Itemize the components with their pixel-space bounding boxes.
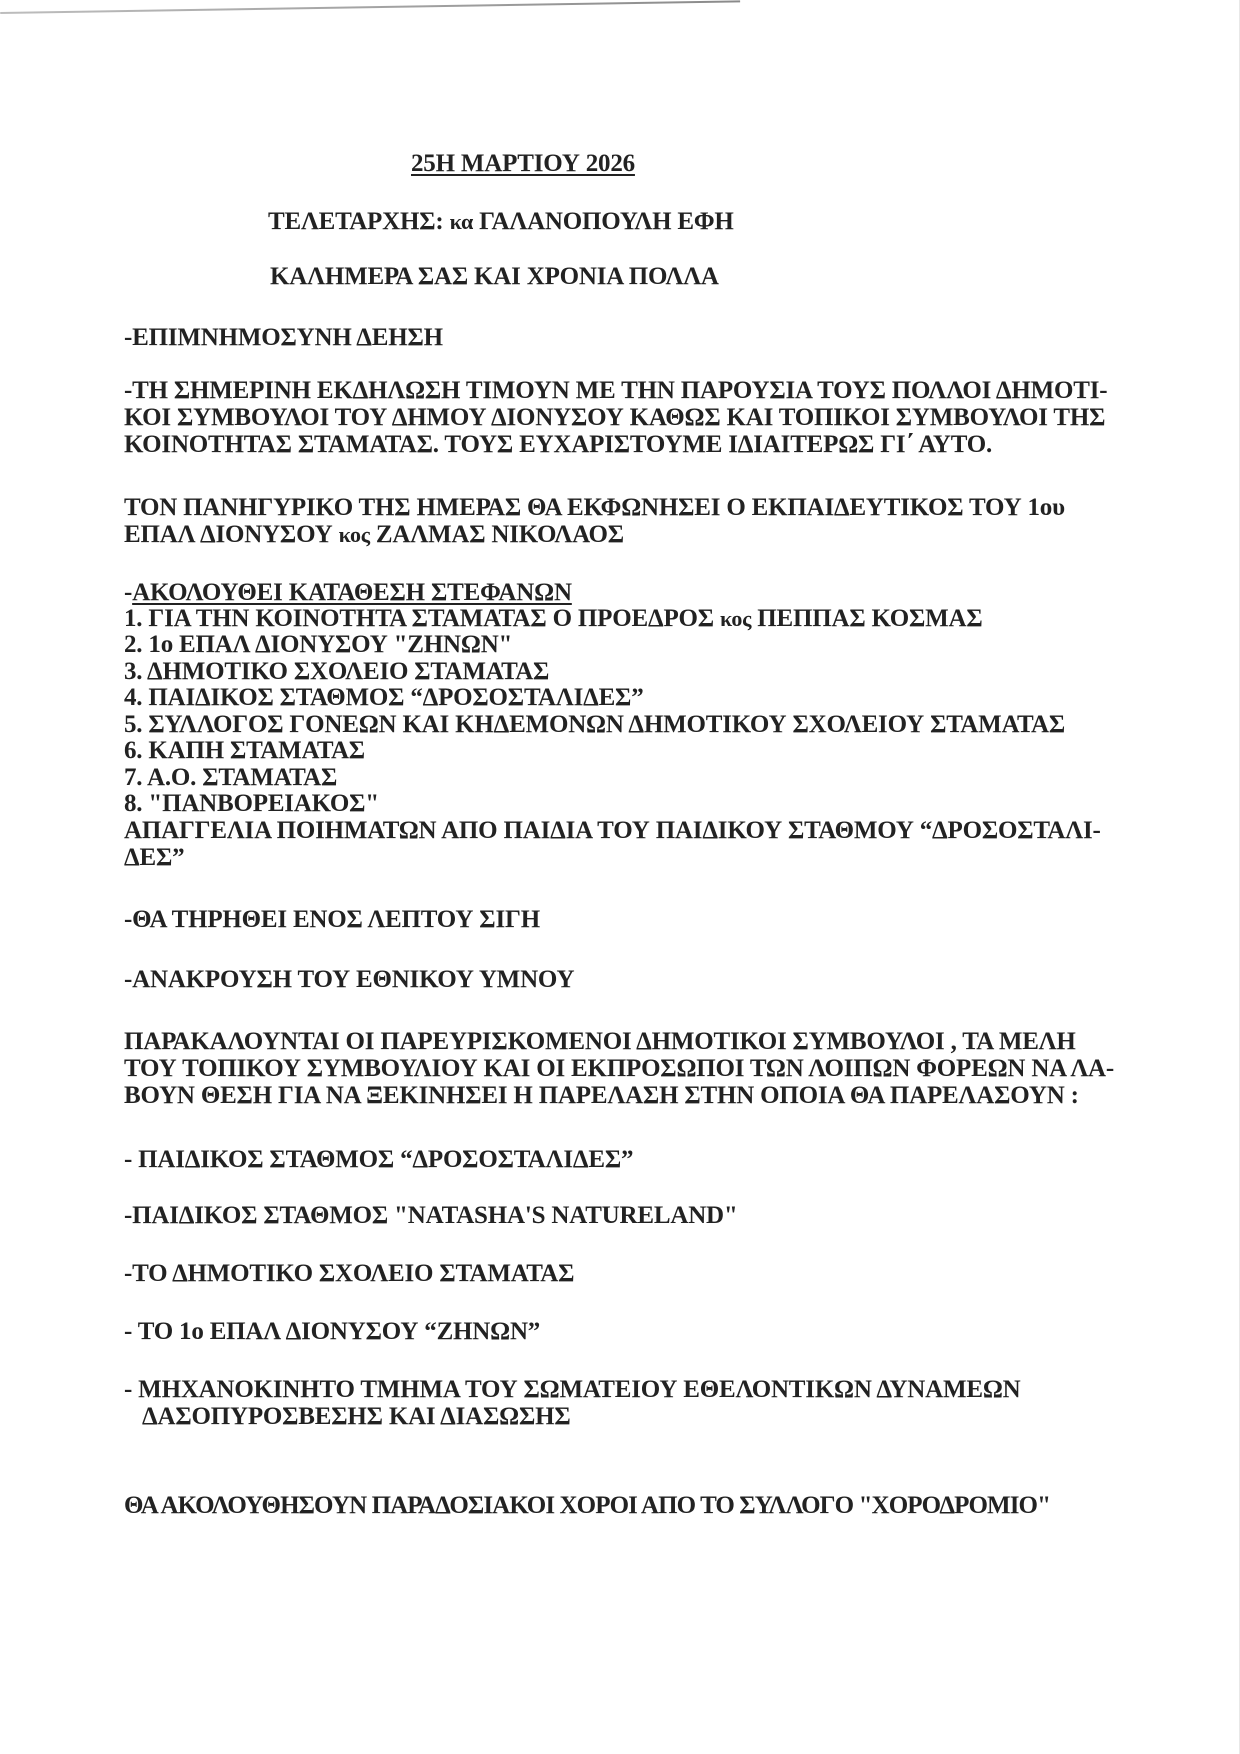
parade-item: - ΜΗΧΑΝΟΚΙΝΗΤΟ ΤΜΗΜΑ ΤΟΥ ΣΩΜΑΤΕΙΟΥ ΕΘΕΛΟΝΤΙΚΩΝ ΔΥΝΑΜΕΩΝ: [124, 1376, 1021, 1403]
wreath-item: 3. ΔΗΜΟΤΙΚΟ ΣΧΟΛΕΙΟ ΣΤΑΜΑΤΑΣ: [124, 658, 550, 685]
greeting: ΚΑΛΗΜΕΡΑ ΣΑΣ ΚΑΙ ΧΡΟΝΙΑ ΠΟΛΛΑ: [270, 263, 719, 290]
attendance-line-3: ΚΟΙΝΟΤΗΤΑΣ ΣΤΑΜΑΤΑΣ. ΤΟΥΣ ΕΥΧΑΡΙΣΤΟΥΜΕ ΙΔΙΑΙΤΕΡΩΣ ΓΙ΄ ΑΥΤΟ.: [124, 431, 993, 458]
speech-school: ΕΠΑΛ ΔΙΟΝΥΣΟΥ: [124, 521, 333, 548]
parade-item: -ΠΑΙΔΙΚΟΣ ΣΤΑΘΜΟΣ "NATASHA'S NATURELAND": [124, 1202, 738, 1229]
host-name: ΓΑΛΑΝΟΠΟΥΛΗ ΕΦΗ: [479, 208, 734, 235]
wreath-item: 2. 1ο ΕΠΑΛ ΔΙΟΝΥΣΟΥ "ΖΗΝΩΝ": [124, 631, 513, 658]
poems-line-1: ΑΠΑΓΓΕΛΙΑ ΠΟΙΗΜΑΤΩΝ ΑΠΟ ΠΑΙΔΙΑ ΤΟΥ ΠΑΙΔΙΚΟΥ ΣΤΑΘΜΟΥ “ΔΡΟΣΟΣΤΑΛΙ-: [124, 817, 1101, 844]
parade-item: -ΤΟ ΔΗΜΟΤΙΚΟ ΣΧΟΛΕΙΟ ΣΤΑΜΑΤΑΣ: [124, 1260, 575, 1287]
host-label: ΤΕΛΕΤΑΡΧΗΣ:: [268, 208, 444, 235]
closing-line: ΘΑ ΑΚΟΛΟΥΘΗΣΟΥΝ ΠΑΡΑΔΟΣΙΑΚΟΙ ΧΟΡΟΙ ΑΠΟ ΤΟ ΣΥΛΛΟΓΟ "ΧΟΡΟΔΡΟΜΙΟ": [124, 1492, 1051, 1519]
wreaths-heading-line: [124, 579, 572, 607]
parade-item-continuation: ΔΑΣΟΠΥΡΟΣΒΕΣΗΣ ΚΑΙ ΔΙΑΣΩΣΗΣ: [142, 1403, 571, 1430]
attendance-line-1: -ΤΗ ΣΗΜΕΡΙΝΗ ΕΚΔΗΛΩΣΗ ΤΙΜΟΥΝ ΜΕ ΤΗΝ ΠΑΡΟΥΣΙΑ ΤΟΥΣ ΠΟΛΛΟΙ ΔΗΜΟΤΙ-: [124, 377, 1108, 404]
parade-item: - ΤΟ 1ο ΕΠΑΛ ΔΙΟΝΥΣΟΥ “ΖΗΝΩΝ”: [124, 1318, 541, 1345]
speech-honorific: κος: [338, 522, 370, 547]
host-honorific: κα: [449, 209, 474, 234]
wreath-item-name: ΠΕΠΠΑΣ ΚΟΣΜΑΣ: [757, 605, 983, 632]
parade-intro-line-3: ΒΟΥΝ ΘΕΣΗ ΓΙΑ ΝΑ ΞΕΚΙΝΗΣΕΙ Η ΠΑΡΕΛΑΣΗ ΣΤΗΝ ΟΠΟΙΑ ΘΑ ΠΑΡΕΛΑΣΟΥΝ :: [124, 1082, 1079, 1109]
parade-item: - ΠΑΙΔΙΚΟΣ ΣΤΑΘΜΟΣ “ΔΡΟΣΟΣΤΑΛΙΔΕΣ”: [124, 1146, 634, 1173]
wreath-item: 7. Α.Ο. ΣΤΑΜΑΤΑΣ: [124, 764, 338, 791]
speech-line-1: ΤΟΝ ΠΑΝΗΓΥΡΙΚΟ ΤΗΣ ΗΜΕΡΑΣ ΘΑ ΕΚΦΩΝΗΣΕΙ Ο ΕΚΠΑΙΔΕΥΤΙΚΟΣ ΤΟΥ 1ου: [124, 494, 1065, 521]
wreaths-dash: -: [124, 579, 133, 606]
wreath-item: 8. "ΠΑΝΒΟΡΕΙΑΚΟΣ": [124, 790, 379, 817]
wreath-item: [124, 605, 983, 633]
parade-intro-line-2: ΤΟΥ ΤΟΠΙΚΟΥ ΣΥΜΒΟΥΛΙΟΥ ΚΑΙ ΟΙ ΕΚΠΡΟΣΩΠΟΙ ΤΩΝ ΛΟΙΠΩΝ ΦΟΡΕΩΝ ΝΑ ΛΑ-: [124, 1055, 1115, 1082]
document-date: 25Η ΜΑΡΤΙΟΥ 2026: [411, 150, 635, 177]
poems-line-2: ΔΕΣ”: [124, 844, 185, 871]
host-line: [268, 208, 734, 236]
wreath-item-honorific: κος: [719, 606, 752, 631]
speech-line-2: [124, 521, 624, 549]
wreath-item: 6. ΚΑΠΗ ΣΤΑΜΑΤΑΣ: [124, 737, 365, 764]
speech-speaker: ΖΑΛΜΑΣ ΝΙΚΟΛΑΟΣ: [375, 521, 624, 548]
wreath-item: 5. ΣΥΛΛΟΓΟΣ ΓΟΝΕΩΝ ΚΑΙ ΚΗΔΕΜΟΝΩΝ ΔΗΜΟΤΙΚΟΥ ΣΧΟΛΕΙΟΥ ΣΤΑΜΑΤΑΣ: [124, 711, 1065, 738]
parade-intro-line-1: ΠΑΡΑΚΑΛΟΥΝΤΑΙ ΟΙ ΠΑΡΕΥΡΙΣΚΟΜΕΝΟΙ ΔΗΜΟΤΙΚΟΙ ΣΥΜΒΟΥΛΟΙ , ΤΑ ΜΕΛΗ: [124, 1028, 1076, 1055]
wreaths-heading: ΑΚΟΛΟΥΘΕΙ ΚΑΤΑΘΕΣΗ ΣΤΕΦΑΝΩΝ: [132, 579, 572, 606]
wreath-item-text: 1. ΓΙΑ ΤΗΝ ΚΟΙΝΟΤΗΤΑ ΣΤΑΜΑΤΑΣ Ο ΠΡΟΕΔΡΟΣ: [124, 605, 720, 632]
moment-of-silence: -ΘΑ ΤΗΡΗΘΕΙ ΕΝΟΣ ΛΕΠΤΟΥ ΣΙΓΗ: [124, 906, 540, 933]
wreath-item: 4. ΠΑΙΔΙΚΟΣ ΣΤΑΘΜΟΣ “ΔΡΟΣΟΣΤΑΛΙΔΕΣ”: [124, 684, 644, 711]
memorial-prayer: -ΕΠΙΜΝΗΜΟΣΥΝΗ ΔΕΗΣΗ: [124, 324, 443, 351]
scan-edge-line: [0, 0, 740, 14]
attendance-line-2: ΚΟΙ ΣΥΜΒΟΥΛΟΙ ΤΟΥ ΔΗΜΟΥ ΔΙΟΝΥΣΟΥ ΚΑΘΩΣ ΚΑΙ ΤΟΠΙΚΟΙ ΣΥΜΒΟΥΛΟΙ ΤΗΣ: [124, 404, 1106, 431]
national-anthem: -ΑΝΑΚΡΟΥΣΗ ΤΟΥ ΕΘΝΙΚΟΥ ΥΜΝΟΥ: [124, 966, 575, 993]
